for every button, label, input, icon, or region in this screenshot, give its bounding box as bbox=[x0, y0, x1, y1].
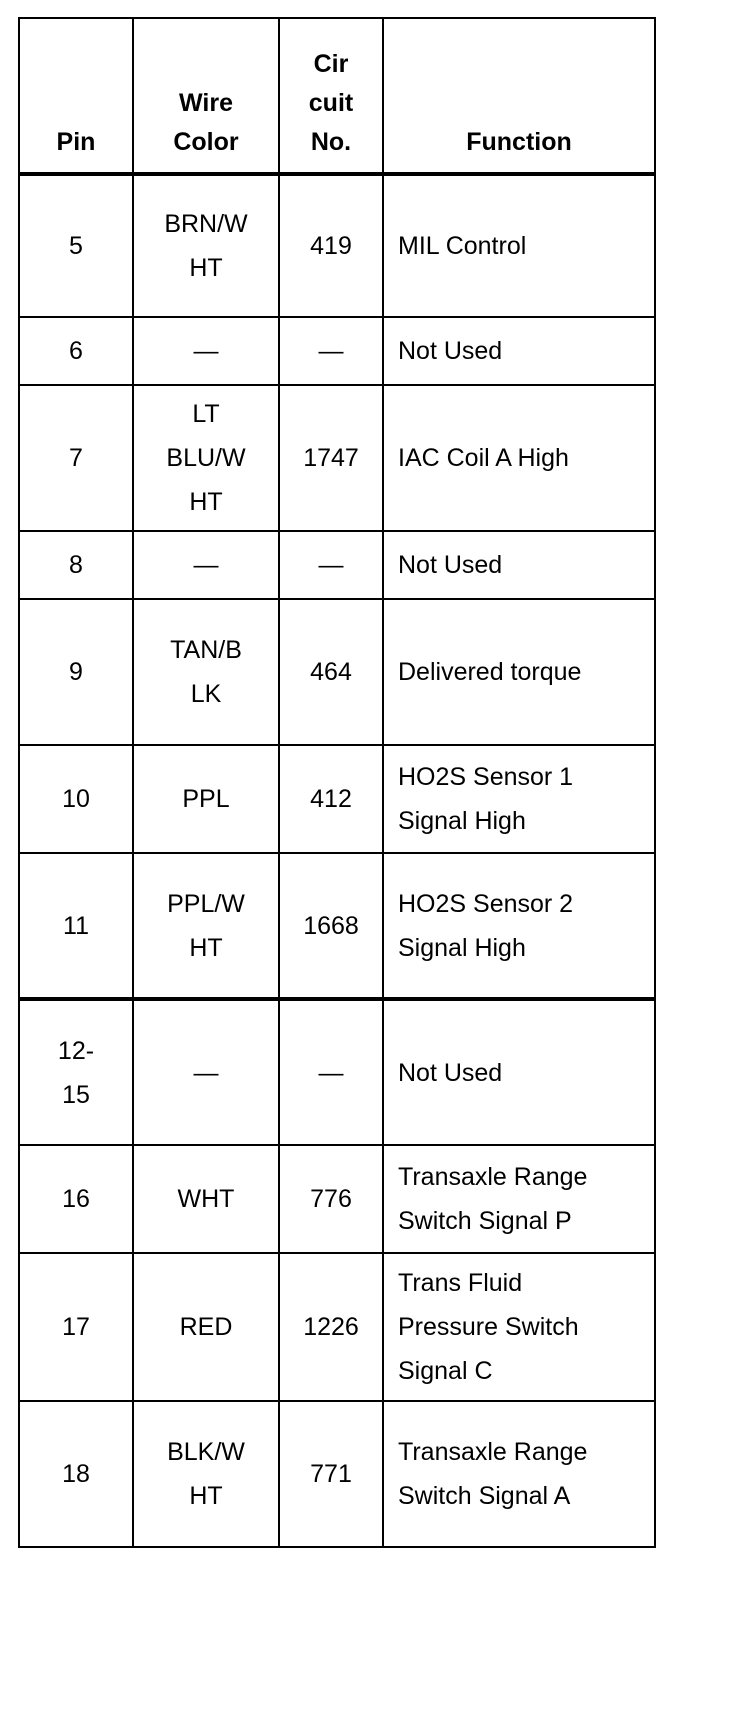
cell-circuit-no bbox=[279, 174, 383, 317]
table-header bbox=[19, 18, 655, 174]
cell-circuit-no bbox=[279, 1253, 383, 1401]
cell-circuit-no bbox=[279, 317, 383, 385]
cell-wire-color bbox=[133, 745, 279, 853]
table-row bbox=[19, 531, 655, 599]
cell-text: Transaxle Range bbox=[398, 1438, 588, 1466]
table-row bbox=[19, 1145, 655, 1253]
cell-pin bbox=[19, 174, 133, 317]
cell-text: 1226 bbox=[303, 1313, 359, 1341]
cell-text: TAN/B bbox=[170, 636, 242, 664]
table-row bbox=[19, 1253, 655, 1401]
cell-wire-color bbox=[133, 317, 279, 385]
cell-circuit-no bbox=[279, 599, 383, 745]
cell-text: 776 bbox=[310, 1185, 352, 1213]
cell-function bbox=[383, 745, 655, 853]
cell-text: 15 bbox=[62, 1080, 90, 1109]
cell-text: 17 bbox=[62, 1313, 90, 1341]
cell-wire-color bbox=[133, 174, 279, 317]
cell-text: 7 bbox=[69, 444, 83, 472]
cell-text: Pressure Switch bbox=[398, 1313, 579, 1341]
table-row bbox=[19, 999, 655, 1145]
cell-text: 419 bbox=[310, 232, 352, 260]
cell-text: 412 bbox=[310, 785, 352, 813]
cell-text: Signal High bbox=[398, 807, 526, 835]
cell-text: 5 bbox=[69, 232, 83, 260]
cell-text: Switch Signal A bbox=[398, 1482, 571, 1510]
cell-text: HO2S Sensor 2 bbox=[398, 889, 574, 918]
cell-function bbox=[383, 1145, 655, 1253]
cell-text: Not Used bbox=[398, 551, 503, 579]
cell-text: HT bbox=[189, 254, 223, 282]
cell-text: PPL/W bbox=[167, 889, 245, 918]
header-text: Pin bbox=[56, 128, 96, 156]
table-row bbox=[19, 174, 655, 317]
cell-text: LK bbox=[190, 680, 222, 708]
header-text: Wire bbox=[179, 89, 233, 117]
table-row bbox=[19, 1401, 655, 1547]
cell-pin bbox=[19, 1401, 133, 1547]
cell-text: 1668 bbox=[303, 911, 359, 940]
cell-text: BLU/W bbox=[166, 444, 246, 472]
cell-text: BRN/W bbox=[164, 210, 248, 238]
header-pin bbox=[19, 18, 133, 174]
cell-text: Not Used bbox=[398, 1058, 503, 1087]
cell-text: HT bbox=[189, 933, 223, 962]
cell-text: Transaxle Range bbox=[398, 1163, 588, 1191]
cell-wire-color bbox=[133, 385, 279, 531]
header-wire-color bbox=[133, 18, 279, 174]
table-row bbox=[19, 745, 655, 853]
cell-pin bbox=[19, 1253, 133, 1401]
cell-wire-color bbox=[133, 1253, 279, 1401]
cell-text: Switch Signal P bbox=[398, 1207, 572, 1235]
cell-text: WHT bbox=[177, 1185, 235, 1213]
cell-text: Signal High bbox=[398, 933, 526, 962]
cell-function bbox=[383, 385, 655, 531]
cell-wire-color bbox=[133, 853, 279, 999]
cell-circuit-no bbox=[279, 853, 383, 999]
table-row bbox=[19, 853, 655, 999]
cell-text: 16 bbox=[62, 1185, 90, 1213]
header-function bbox=[383, 18, 655, 174]
cell-text: — bbox=[318, 1058, 344, 1087]
cell-function bbox=[383, 1401, 655, 1547]
cell-text: HO2S Sensor 1 bbox=[398, 763, 574, 791]
cell-wire-color bbox=[133, 599, 279, 745]
document-page bbox=[18, 17, 656, 1548]
pin-table bbox=[18, 17, 656, 1548]
cell-text: IAC Coil A High bbox=[398, 444, 569, 472]
cell-text: BLK/W bbox=[167, 1438, 245, 1466]
header-text: Color bbox=[173, 128, 239, 156]
cell-text: — bbox=[193, 551, 219, 579]
cell-text: 12- bbox=[57, 1036, 95, 1065]
cell-text: PPL bbox=[182, 785, 230, 813]
cell-function bbox=[383, 999, 655, 1145]
table-row bbox=[19, 317, 655, 385]
header-circuit-no bbox=[279, 18, 383, 174]
cell-text: — bbox=[193, 337, 219, 365]
cell-text: 771 bbox=[310, 1460, 352, 1488]
cell-pin bbox=[19, 385, 133, 531]
table-body bbox=[19, 174, 655, 1547]
cell-text: Not Used bbox=[398, 337, 503, 365]
cell-function bbox=[383, 599, 655, 745]
cell-pin bbox=[19, 853, 133, 999]
cell-circuit-no bbox=[279, 531, 383, 599]
cell-circuit-no bbox=[279, 385, 383, 531]
cell-text: Signal C bbox=[398, 1357, 493, 1385]
cell-text: — bbox=[318, 551, 344, 579]
table-row bbox=[19, 599, 655, 745]
cell-text: Delivered torque bbox=[398, 658, 582, 686]
cell-pin bbox=[19, 745, 133, 853]
header-text: cuit bbox=[308, 89, 354, 117]
cell-pin bbox=[19, 599, 133, 745]
cell-text: 9 bbox=[69, 658, 83, 686]
table-row bbox=[19, 385, 655, 531]
cell-text: MIL Control bbox=[398, 232, 527, 260]
cell-text: 464 bbox=[310, 658, 352, 686]
cell-text: 10 bbox=[62, 785, 90, 813]
cell-text: 11 bbox=[63, 911, 89, 940]
cell-text: 1747 bbox=[303, 444, 359, 472]
cell-function bbox=[383, 853, 655, 999]
cell-function bbox=[383, 1253, 655, 1401]
cell-function bbox=[383, 531, 655, 599]
cell-pin bbox=[19, 1145, 133, 1253]
cell-wire-color bbox=[133, 1145, 279, 1253]
cell-function bbox=[383, 174, 655, 317]
header-text: Function bbox=[466, 128, 572, 156]
cell-wire-color bbox=[133, 531, 279, 599]
cell-text: LT bbox=[192, 400, 220, 428]
cell-circuit-no bbox=[279, 999, 383, 1145]
cell-function bbox=[383, 317, 655, 385]
cell-circuit-no bbox=[279, 1145, 383, 1253]
cell-pin bbox=[19, 999, 133, 1145]
cell-text: — bbox=[318, 337, 344, 365]
cell-pin bbox=[19, 317, 133, 385]
cell-text: — bbox=[193, 1058, 219, 1087]
cell-wire-color bbox=[133, 999, 279, 1145]
cell-text: RED bbox=[179, 1313, 233, 1341]
cell-text: Trans Fluid bbox=[398, 1269, 523, 1297]
cell-pin bbox=[19, 531, 133, 599]
header-text: No. bbox=[310, 128, 352, 156]
cell-wire-color bbox=[133, 1401, 279, 1547]
cell-text: 18 bbox=[62, 1460, 90, 1488]
cell-circuit-no bbox=[279, 1401, 383, 1547]
cell-circuit-no bbox=[279, 745, 383, 853]
cell-text: 8 bbox=[69, 551, 83, 579]
header-text: Cir bbox=[313, 50, 349, 78]
cell-text: HT bbox=[189, 488, 223, 516]
header-row bbox=[19, 18, 655, 174]
cell-text: HT bbox=[189, 1482, 223, 1510]
cell-text: 6 bbox=[69, 337, 83, 365]
